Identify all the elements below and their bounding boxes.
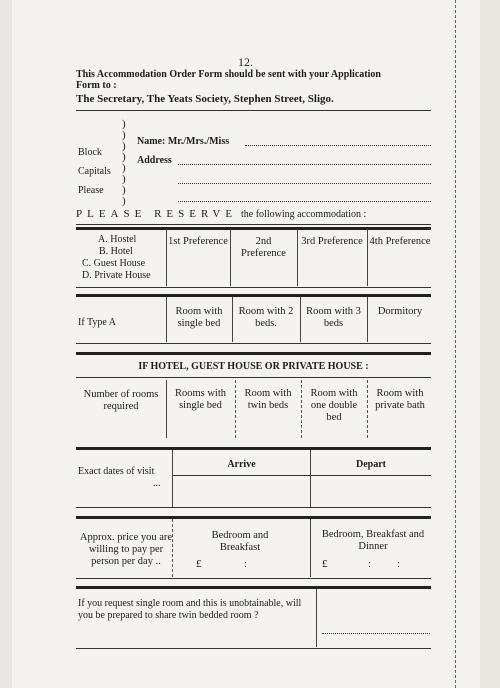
type-hotel: B. Hotel bbox=[99, 246, 133, 257]
arrive-date-field[interactable] bbox=[174, 477, 309, 505]
depart-date-field[interactable] bbox=[312, 477, 430, 505]
price-top-rule bbox=[76, 516, 431, 519]
types-divider bbox=[166, 229, 167, 286]
type-a-divider-0 bbox=[166, 297, 167, 342]
dates-top-rule bbox=[76, 447, 431, 450]
pref-1st[interactable]: 1st Preference bbox=[168, 236, 228, 247]
hotel-heading-rule bbox=[76, 377, 431, 378]
type-a-single-bed[interactable]: Room with single bed bbox=[175, 306, 223, 329]
type-a-two-beds[interactable]: Room with 2 beds. bbox=[238, 306, 294, 329]
pref-2nd[interactable]: 2nd Preference bbox=[241, 236, 286, 259]
price-bed-breakfast-dinner[interactable]: Bedroom, Breakfast and Dinner bbox=[321, 529, 425, 552]
please-reserve-heading: PLEASE RESERVE bbox=[76, 208, 238, 220]
page-fold-edge bbox=[455, 0, 456, 688]
types-bottom-rule bbox=[76, 287, 431, 288]
rooms-divider-3 bbox=[367, 380, 368, 438]
address-field-3[interactable] bbox=[178, 201, 431, 202]
name-field[interactable] bbox=[245, 145, 431, 146]
pref-3rd[interactable]: 3rd Preference bbox=[301, 236, 363, 247]
capitals-label: Capitals bbox=[78, 166, 111, 177]
type-hostel: A. Hostel bbox=[98, 234, 137, 245]
address-field-2[interactable] bbox=[178, 183, 431, 184]
hotel-heading: IF HOTEL, GUEST HOUSE OR PRIVATE HOUSE : bbox=[138, 361, 369, 372]
rooms-divider-1 bbox=[235, 380, 236, 438]
block-label: Block bbox=[78, 147, 102, 158]
depart-label: Depart bbox=[356, 459, 386, 470]
arrive-label: Arrive bbox=[227, 459, 256, 470]
type-private-house: D. Private House bbox=[82, 270, 151, 281]
type-a-label: If Type A bbox=[78, 317, 116, 328]
dates-inner-rule bbox=[173, 475, 431, 476]
pref-divider-3 bbox=[367, 229, 368, 286]
address-field-1[interactable] bbox=[178, 164, 431, 165]
please-label: Please bbox=[78, 185, 104, 196]
price-1-colon: : bbox=[244, 558, 248, 570]
price-divider-1 bbox=[310, 519, 311, 577]
intro-line-1: This Accommodation Order Form should be sent with your Application bbox=[76, 69, 381, 80]
type-guest-house: C. Guest House bbox=[82, 258, 146, 269]
share-bottom-rule bbox=[76, 648, 431, 649]
reserve-heading-rest: the following accommodation : bbox=[241, 209, 367, 220]
price-2-colon-2: : bbox=[397, 558, 401, 570]
price-1-currency: £ bbox=[196, 558, 202, 570]
rooms-divider-2 bbox=[301, 380, 302, 438]
hotel-top-rule bbox=[76, 352, 431, 355]
dates-bottom-rule bbox=[76, 507, 431, 508]
type-a-divider-1 bbox=[232, 297, 233, 342]
rooms-twin-beds[interactable]: Room with twin beds bbox=[244, 388, 292, 411]
rooms-single-bed[interactable]: Rooms with single bed bbox=[174, 388, 227, 411]
price-2-colon-1: : bbox=[368, 558, 372, 570]
types-top-rule bbox=[76, 227, 431, 230]
rooms-required-label: Number of rooms required bbox=[83, 389, 159, 412]
type-a-divider-2 bbox=[300, 297, 301, 342]
header-rule bbox=[76, 110, 431, 111]
share-top-rule bbox=[76, 586, 431, 589]
brace-column: ) ) ) ) ) ) ) ) bbox=[122, 118, 126, 207]
pref-divider-2 bbox=[297, 229, 298, 286]
price-bottom-rule bbox=[76, 578, 431, 579]
name-label: Name: Mr./Mrs./Miss bbox=[137, 136, 230, 147]
pref-divider-1 bbox=[230, 229, 231, 286]
share-divider bbox=[316, 589, 317, 647]
rooms-double-bed[interactable]: Room with one double bed bbox=[310, 388, 358, 423]
type-a-dormitory[interactable]: Dormitory bbox=[377, 306, 423, 317]
type-a-bottom-rule bbox=[76, 343, 431, 344]
type-a-divider-3 bbox=[367, 297, 368, 342]
dates-label: Exact dates of visit bbox=[78, 466, 155, 477]
price-label: Approx. price you are willing to pay per person per day .. bbox=[79, 532, 173, 567]
address-label: Address bbox=[137, 155, 172, 166]
rooms-private-bath[interactable]: Room with private bath bbox=[375, 388, 425, 411]
dates-label-wrap bbox=[78, 466, 158, 478]
share-answer-field[interactable] bbox=[322, 633, 430, 634]
types-list bbox=[82, 234, 151, 282]
type-a-three-beds[interactable]: Room with 3 beds bbox=[306, 306, 361, 329]
price-2-currency: £ bbox=[322, 558, 328, 570]
secretary-address: The Secretary, The Yeats Society, Stephen Street, Sligo. bbox=[76, 93, 334, 105]
pref-4th[interactable]: 4th Preference bbox=[369, 236, 431, 247]
dates-ellipsis: ... bbox=[153, 478, 161, 489]
price-bed-breakfast[interactable]: Bedroom and Breakfast bbox=[211, 530, 269, 553]
share-question: If you request single room and this is unobtainable, will you be prepared to share twin bedded room ? bbox=[78, 598, 302, 621]
type-a-top-rule bbox=[76, 294, 431, 297]
price-divider-0 bbox=[172, 519, 173, 577]
page-number: 12. bbox=[238, 55, 253, 69]
reserve-rule bbox=[76, 224, 431, 225]
rooms-divider-0 bbox=[166, 380, 167, 438]
intro-line-2: Form to : bbox=[76, 80, 117, 91]
